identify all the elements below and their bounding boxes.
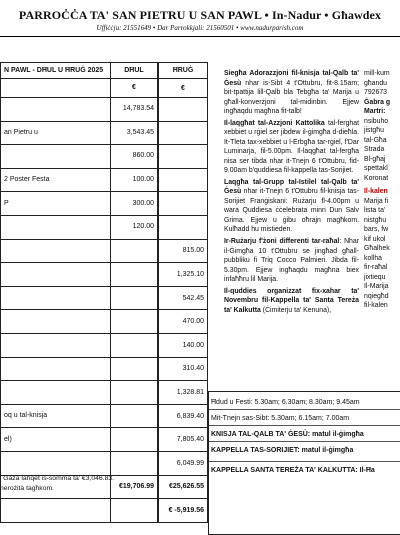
currency-dhul: €	[110, 79, 157, 98]
fragment-line: 792673	[364, 89, 387, 96]
fragment-line: fil-kalen	[364, 302, 388, 309]
row-hrug	[159, 145, 208, 169]
fragment-line: jistgħu	[364, 127, 384, 134]
finance-row	[159, 333, 208, 357]
col-header-hrug: ĦRUĠ	[159, 63, 208, 79]
finance-row	[159, 381, 208, 405]
row-hrug	[159, 98, 208, 122]
finance-row	[159, 286, 208, 310]
finance-row	[1, 286, 158, 310]
row-hrug: 1,328.81	[159, 381, 208, 405]
row-hrug	[159, 168, 208, 192]
row-dhul	[110, 451, 157, 475]
total-dhul: €19,706.99	[110, 475, 157, 499]
row-dhul	[110, 428, 157, 452]
mass-time-row: KAPPELLA TAS-SORIJIET: matul il-ġimgħa	[211, 447, 354, 454]
fragment-line: spettakl	[364, 165, 388, 172]
row-dhul	[110, 286, 157, 310]
fragment-line: tal-Għa	[364, 136, 387, 144]
fragment-line: fir-raħal	[364, 264, 388, 271]
finance-row	[1, 145, 158, 169]
announcement-heading: Il-laqgħat tal-Azzjoni Kattolika	[224, 119, 325, 127]
col-header-dhul: DĦUL	[110, 63, 157, 79]
announcement-body: : Nhar il-Ġimgħa 10 t'Ottubru se jingħad għall-pubbliku fi Triq Cocco Palmieri. Jibda fil-5.30pm. Ejjew ingħaqdu magħna biex infaħħru lil Marija.	[224, 238, 359, 284]
finance-row	[1, 357, 158, 381]
finance-notes	[0, 474, 200, 494]
row-label	[1, 98, 111, 122]
fragment-line: kollha	[364, 254, 383, 262]
fragment-line: jixtiequ	[364, 273, 386, 281]
row-dhul	[110, 381, 157, 405]
finance-row	[159, 310, 208, 334]
fragment-line: bars, fw	[364, 226, 389, 233]
fragment-line: Martri:	[364, 108, 386, 115]
finance-row	[1, 263, 158, 287]
fragment-line: nistgħu	[364, 216, 387, 224]
row-label	[1, 239, 111, 263]
row-hrug: 140.00	[159, 333, 208, 357]
announcement-heading: Ir-Rużarju f'żoni differenti tar-raħal	[224, 238, 340, 246]
finance-row	[159, 404, 208, 428]
row-label	[1, 357, 111, 381]
parish-contacts: Uffiċċju: 21551649 • Dar Parrokkjali: 21560501 • www.nadurparish.com	[96, 24, 304, 32]
row-dhul: 100.00	[110, 168, 157, 192]
row-label: P	[1, 192, 111, 216]
row-label	[1, 263, 111, 287]
row-label	[1, 451, 111, 475]
mass-time-row: Mit-Tnejn sas-Sibt: 5.30am; 6.15am; 7.00am	[211, 415, 350, 422]
row-dhul	[110, 333, 157, 357]
finance-title: N PAWL - DĦUL U ĦRUĠ 2025	[1, 63, 111, 79]
announcement-body: (Ċimiterju ta' Kenuna),	[260, 306, 332, 314]
announcements-column	[224, 69, 359, 317]
announcement-heading: Siegħa Adorazzjoni fil-knisja tal-Qalb ta' Ġesù	[224, 70, 359, 87]
finance-row	[1, 428, 158, 452]
mass-time-row: KNISJA TAL-QALB TA' ĠESÙ: matul il-ġimgħa	[211, 431, 364, 438]
announcement-body: tal-ferghat xebbiet u rġiel ser jibdew il-ġimgħa d-dieħla. It-Tleta tax-xebbiet u l-Erbgħa tar-rġiel, f'Dar Luminarja, fil-5.00pm. Il-laqgħat tal-fergħa nisa ser tibda nhar it-Tnejn 6 t'Ottubru, fid-9.00am b'quddiesa fil-kappella tas-Sorijiet.	[224, 119, 359, 175]
note-line: ' Gaża laħqet is-somma ta' €3,046.83.	[0, 475, 115, 482]
fragment-line: Il-kalen	[364, 188, 388, 195]
finance-row	[159, 98, 208, 122]
row-dhul	[110, 357, 157, 381]
finance-row	[1, 168, 158, 192]
row-label	[1, 145, 111, 169]
announcement-body: nhar is-Sibt 4 t'Ottubru, fit-8.15am; bit-tpattija lill-Qalb bla Tebgħa ta' Marija u għall-konverżjoni tal-midinbin. Ejjew ingħaqdu magħna fit-talb!	[224, 79, 359, 115]
row-label	[1, 286, 111, 310]
row-label: 2 Poster Festa	[1, 168, 111, 192]
fragment-line: nsibuho	[364, 117, 389, 125]
fragment-line: għandu	[364, 79, 387, 87]
finance-labels	[0, 62, 158, 523]
finance-row	[159, 239, 208, 263]
finance-row	[159, 357, 208, 381]
finance-row	[159, 451, 208, 475]
row-hrug: 815.00	[159, 239, 208, 263]
fragment-line: nqiegħd	[364, 292, 389, 300]
row-hrug: 1,325.10	[159, 263, 208, 287]
row-hrug	[159, 215, 208, 239]
fragment-line: Koronat	[364, 174, 389, 182]
fragment-line: Il-Marija	[364, 283, 389, 290]
balance: € -5,919.56	[159, 499, 208, 523]
cutoff-column	[364, 69, 400, 311]
currency-hrug: €	[159, 79, 208, 98]
finance-row	[1, 333, 158, 357]
finance-row	[1, 98, 158, 122]
fragment-line: Ġabra g	[364, 98, 391, 106]
announcement	[224, 119, 359, 176]
finance-row	[159, 168, 208, 192]
row-divider	[209, 441, 400, 442]
row-hrug: 6,049.99	[159, 451, 208, 475]
row-dhul	[110, 404, 157, 428]
row-hrug	[159, 192, 208, 216]
finance-row	[1, 239, 158, 263]
announcement	[224, 237, 359, 285]
bulletin-header	[0, 0, 400, 40]
parish-title: PARROĊĊA TA' SAN PIETRU U SAN PAWL • In-Nadur • Għawdex	[18, 8, 382, 22]
fragment-line: kif ukol	[364, 235, 386, 243]
announcement	[224, 69, 359, 117]
finance-row	[1, 451, 158, 475]
fragment-line: Bl-għaj	[364, 155, 386, 163]
finance-row	[1, 404, 158, 428]
row-hrug	[159, 121, 208, 145]
finance-row	[1, 381, 158, 405]
finance-row	[159, 215, 208, 239]
note-line: nerożità tagħkom.	[0, 485, 55, 492]
row-dhul: 3,543.45	[110, 121, 157, 145]
row-divider	[209, 461, 400, 462]
row-label	[1, 215, 111, 239]
mass-time-row: KAPPELLA SANTA TEREŻA TA' KALKUTTA: Il-Ħa	[211, 467, 375, 474]
mass-time-row: Ħdud u Festi: 5.30am; 6.30am; 8.30am; 9.45am	[211, 399, 360, 406]
row-dhul: 860.00	[110, 145, 157, 169]
finance-row	[159, 428, 208, 452]
announcement-heading: Laqgħa tal-Grupp tal-Istilel tal-Qalb ta' Ġesù	[224, 178, 359, 196]
row-hrug: 7,805.40	[159, 428, 208, 452]
finance-row	[1, 192, 158, 216]
row-dhul: 300.00	[110, 192, 157, 216]
finance-amounts	[158, 62, 208, 523]
finance-row	[159, 121, 208, 145]
fragment-line: Marija fi	[364, 197, 389, 205]
announcement	[224, 287, 359, 316]
finance-row	[159, 192, 208, 216]
finance-row	[1, 215, 158, 239]
row-dhul	[110, 263, 157, 287]
finance-row	[1, 310, 158, 334]
announcement-body: nhar it-Tnejn 6 t'Ottubru fil-knisja tas-Sorijiet Franġiskani: Rużarju fl-4.00pm u wara Quddiesa ċċelebrata minn Dun Salv Grima. Ejjew u ġibu oħrajn magħkom. Kulħadd hu mistieden.	[224, 188, 359, 234]
fragment-line: lista ta'	[364, 207, 386, 214]
row-dhul: 14,783.54	[110, 98, 157, 122]
row-label: el)	[1, 428, 111, 452]
finance-row	[159, 263, 208, 287]
row-label: an Pietru u	[1, 121, 111, 145]
row-label	[1, 333, 111, 357]
row-dhul	[110, 310, 157, 334]
finance-row	[159, 145, 208, 169]
announcement	[224, 178, 359, 235]
announcement-heading: Il-quddies organizzat fix-xahar ta' Novembru fil-Kappella ta' Santa Tereża ta' Kalkutta	[224, 287, 359, 314]
fragment-line: Strada	[364, 146, 385, 153]
finance-row	[1, 121, 158, 145]
mass-times-box	[208, 391, 400, 535]
fragment-line: mill-kum	[364, 70, 390, 77]
total-hrug: €25,626.55	[159, 475, 208, 499]
row-divider	[209, 409, 400, 410]
row-label: oq u tal-knisja	[1, 404, 111, 428]
row-hrug: 310.40	[159, 357, 208, 381]
row-hrug: 542.45	[159, 286, 208, 310]
row-divider	[209, 425, 400, 426]
row-label	[1, 310, 111, 334]
row-hrug: 6,839.40	[159, 404, 208, 428]
row-label	[1, 381, 111, 405]
row-dhul	[110, 239, 157, 263]
row-hrug: 470.00	[159, 310, 208, 334]
fragment-line: Għalhek	[364, 245, 390, 252]
row-dhul: 120.00	[110, 215, 157, 239]
header-rule	[0, 36, 400, 37]
